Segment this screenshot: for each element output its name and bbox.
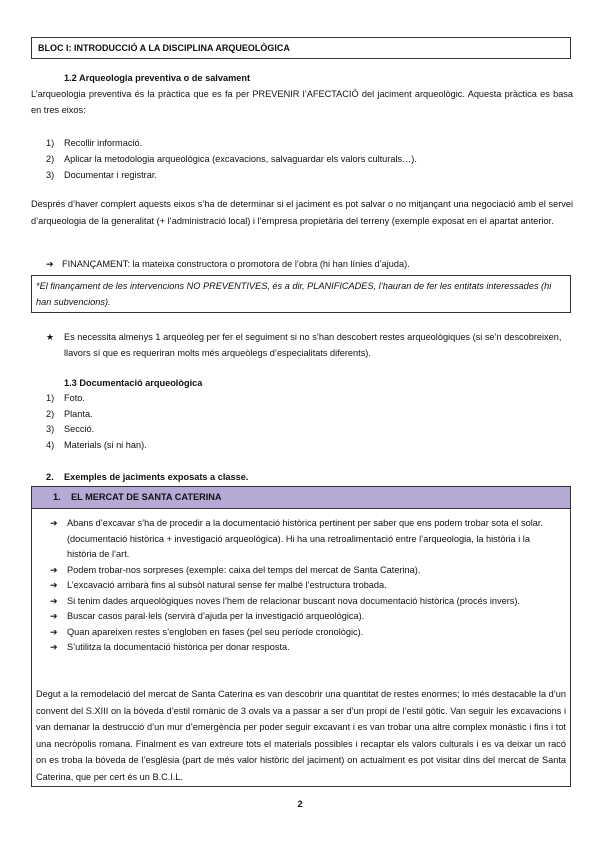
list-item	[46, 407, 566, 423]
arrow-icon: ➔	[50, 611, 58, 621]
financing-text: FINANÇAMENT: la mateixa constructora o promotora de l’obra (hi han línies d’ajuda).	[62, 259, 410, 269]
bullet-text: Si tenim dades arqueològiques noves l’hem de relacionar buscant nova documentació històrica (procés invers).	[67, 595, 520, 606]
bullet-text: S’utilitza la documentació històrica per donar resposta.	[67, 642, 290, 652]
bullet-text: Podem trobar-nos sorpreses (exemple: caixa del temps del mercat de Santa Caterina).	[67, 564, 421, 575]
list-item	[46, 168, 566, 184]
bullet-item	[50, 578, 560, 594]
list-text: Planta.	[64, 408, 93, 419]
bullet-text: Quan apareixen restes s’engloben en fases (pel seu període cronològic).	[67, 626, 364, 637]
page-number: 2	[297, 799, 303, 809]
bullet-item	[50, 625, 560, 641]
example-header	[32, 487, 570, 509]
list-number: 3)	[46, 170, 55, 180]
arrow-icon: ➔	[46, 259, 54, 269]
section-2-heading	[46, 470, 566, 486]
list-text: Recollir informació.	[64, 138, 143, 148]
example-title: EL MERCAT DE SANTA CATERINA	[71, 492, 222, 502]
list-text: Secció.	[64, 424, 95, 434]
list-number: 2)	[46, 408, 55, 419]
arrow-icon: ➔	[50, 595, 58, 606]
section-1-2-heading: 1.2 Arqueologia preventiva o de salvament	[64, 73, 251, 83]
bloc-title: BLOC I: INTRODUCCIÓ A LA DISCIPLINA ARQUEOLÒGICA	[38, 43, 290, 53]
bullet-text: Abans d’excavar s’ha de procedir a la documentació històrica pertinent per saber que ens podem trobar sota el solar. (documentació històrica + investigació arqueològica). Hi ha una retroalimentació entre l’arqueologia, la història i la història de l’art.	[67, 518, 543, 559]
list-item	[46, 391, 566, 407]
list-text: Documentar i registrar.	[64, 170, 157, 180]
example-bullets	[50, 516, 560, 656]
list-item	[46, 438, 566, 454]
list-number: 3)	[46, 424, 55, 434]
section-2-title: Exemples de jaciments exposats a classe.	[64, 472, 249, 482]
example-number: 1.	[53, 492, 61, 502]
list-number: 2)	[46, 154, 55, 164]
list-item	[46, 136, 566, 152]
arrow-icon: ➔	[50, 642, 58, 652]
list-number: 1)	[46, 393, 55, 403]
bullet-item	[50, 563, 560, 579]
bullet-item	[50, 640, 560, 656]
arrow-icon: ➔	[50, 564, 58, 575]
section-1-3-heading: 1.3 Documentació arqueològica	[64, 378, 203, 388]
bullet-item	[50, 594, 560, 610]
note-box	[31, 275, 571, 313]
list-text: Aplicar la metodologia arqueològica (excavacions, salvaguardar els valors culturals…).	[64, 154, 417, 164]
star-note-text: Es necessita almenys 1 arqueòleg per fer el seguiment si no s’han descobert restes arqueològiques (si se’n descobreixen, llavors sí que es requeriran molts més arqueòlegs d’especialitats diferents).	[64, 332, 562, 358]
documentation-list	[46, 391, 566, 453]
arrow-icon: ➔	[50, 518, 58, 528]
bullet-item	[50, 609, 560, 625]
axes-list	[46, 136, 566, 184]
note-text: *El finançament de les intervencions NO PREVENTIVES, és a dir, PLANIFICADES, l’hauran de fer les entitats interessades (hi han subvencions).	[36, 281, 552, 307]
list-number: 1)	[46, 138, 55, 148]
section-2-number: 2.	[46, 472, 54, 482]
list-text: Materials (si ni han).	[64, 439, 147, 450]
section-1-2-intro: L’arqueologia preventiva és la pràctica que es fa per PREVENIR l’AFECTACIÓ del jaciment arqueològic. Aquesta pràctica es basa en tres eixos:	[31, 89, 573, 115]
bullet-text: Buscar casos paral·lels (servirà d’ajuda per la investigació arqueològica).	[67, 611, 365, 621]
bullet-item	[50, 516, 560, 563]
list-item	[46, 422, 566, 438]
example-box	[31, 486, 571, 787]
list-number: 4)	[46, 439, 55, 450]
star-note	[46, 330, 570, 361]
list-item	[46, 152, 566, 168]
arrow-icon: ➔	[50, 626, 58, 637]
star-icon: ★	[46, 332, 55, 342]
bloc-header	[31, 37, 571, 59]
after-axes-paragraph: Després d’haver complert aquests eixos s’ha de determinar si el jaciment es pot salvar o no mitjançant una negociació amb el servei d’arqueologia de la generalitat (+ l’administració local) i l’empresa propietària del terreny (exemple exposat en el apartat anterior.	[31, 199, 573, 226]
arrow-icon: ➔	[50, 580, 58, 590]
example-paragraph: Degut a la remodelació del mercat de Santa Caterina es van descobrir una quantitat de restes enormes; lo més destacable la d’un convent del S.XIII on la bóveda d’estil romànic de 3 ovals va a passar a ser d’un propi de l’estil gòtic. Van seguir les excavacions i van demanar la destrucció d’un mur d’emergència per poder seguir excavant i es van trobar una altre complex monàstic i fins i tot una necròpolis romana. Finalment es van extreure tots el materials possibles i recaptar els valors culturals i es va deixar un racó on es troba la bóveda de l’esglèsia (part de més valor històric del jaciment) on actualment es pot visitar dins del mercat de Santa Caterina, que per cert és un B.C.I.L.	[36, 689, 566, 782]
bullet-text: L’excavació arribarà fins al subsòl natural sense fer malbé l’estructura trobada.	[67, 580, 387, 590]
financing-line	[46, 257, 566, 273]
list-text: Foto.	[64, 393, 85, 403]
